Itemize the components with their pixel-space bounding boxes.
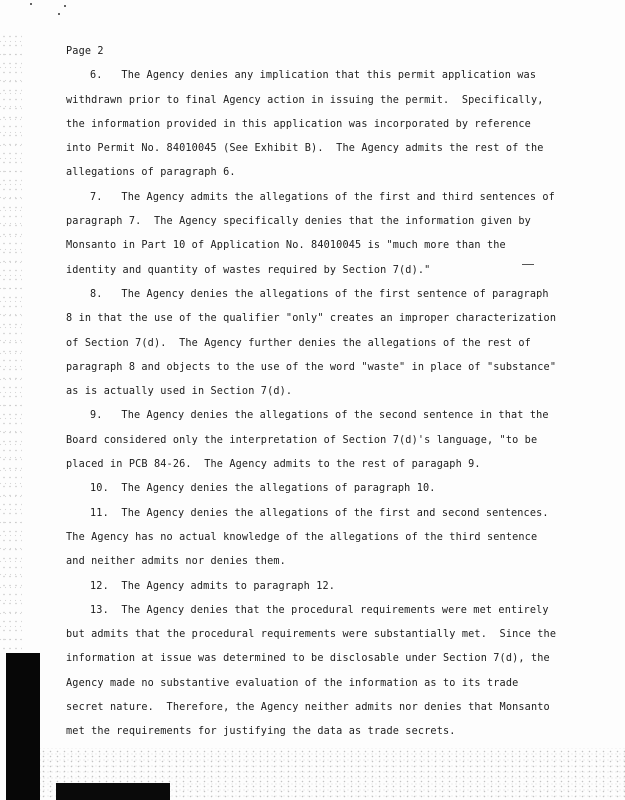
text-line: placed in PCB 84-26. The Agency admits to the rest of paragaph 9. (66, 459, 481, 471)
text-line: 12. The Agency admits to paragraph 12. (90, 580, 336, 592)
text-line: 11. The Agency denies the allegations of the first and second sentences. (90, 507, 549, 519)
text-line: 8 in that the use of the qualifier "only" creates an improper characterization (66, 313, 557, 325)
text-line: identity and quantity of wastes required by Section 7(d)." (66, 264, 431, 276)
text-line: of Section 7(d). The Agency further denies the allegations of the rest of (66, 337, 531, 349)
text-line: 6. The Agency denies any implication that this permit application was (90, 70, 537, 82)
text-line: Agency made no substantive evaluation of the information as to its trade (66, 677, 519, 689)
text-line: Board considered only the interpretation of Section 7(d)'s language, "to be (66, 434, 538, 446)
text-line: into Permit No. 84010045 (See Exhibit B). The Agency admits the rest of the (66, 143, 544, 155)
text-line: paragraph 7. The Agency specifically denies that the information given by (66, 216, 531, 228)
text-line: the information provided in this application was incorporated by reference (66, 118, 531, 130)
text-line: met the requirements for justifying the data as trade secrets. (66, 726, 456, 738)
text-line: 10. The Agency denies the allegations of paragraph 10. (90, 483, 436, 495)
scan-artifact-bottom-bar (56, 783, 170, 800)
text-line: allegations of paragraph 6. (66, 167, 236, 179)
document-body (66, 40, 557, 745)
text-line: information at issue was determined to be disclosable under Section 7(d), the (66, 653, 550, 665)
scan-noise-top (0, 0, 80, 20)
scan-noise-left-edge (0, 30, 22, 650)
text-line: 8. The Agency denies the allegations of the first sentence of paragraph (90, 288, 549, 300)
text-line: 9. The Agency denies the allegations of the second sentence in that the (90, 410, 549, 422)
page-label: Page 2 (66, 46, 104, 57)
document-lines (66, 64, 557, 744)
text-line: Monsanto in Part 10 of Application No. 84010045 is "much more than the (66, 240, 506, 252)
text-line: but admits that the procedural requirements were substantially met. Since the (66, 629, 557, 641)
text-line: secret nature. Therefore, the Agency neither admits nor denies that Monsanto (66, 702, 550, 714)
text-line: 7. The Agency admits the allegations of the first and third sentences of (90, 191, 555, 203)
text-line: withdrawn prior to final Agency action in issuing the permit. Specifically, (66, 94, 544, 106)
scan-artifact-black-bar (6, 653, 40, 800)
text-line: as is actually used in Section 7(d). (66, 386, 293, 398)
text-line: paragraph 8 and objects to the use of the word "waste" in place of "substance" (66, 361, 557, 373)
text-line: 13. The Agency denies that the procedural requirements were met entirely (90, 604, 549, 616)
text-line: The Agency has no actual knowledge of the allegations of the third sentence (66, 531, 538, 543)
text-line: and neither admits nor denies them. (66, 556, 286, 568)
